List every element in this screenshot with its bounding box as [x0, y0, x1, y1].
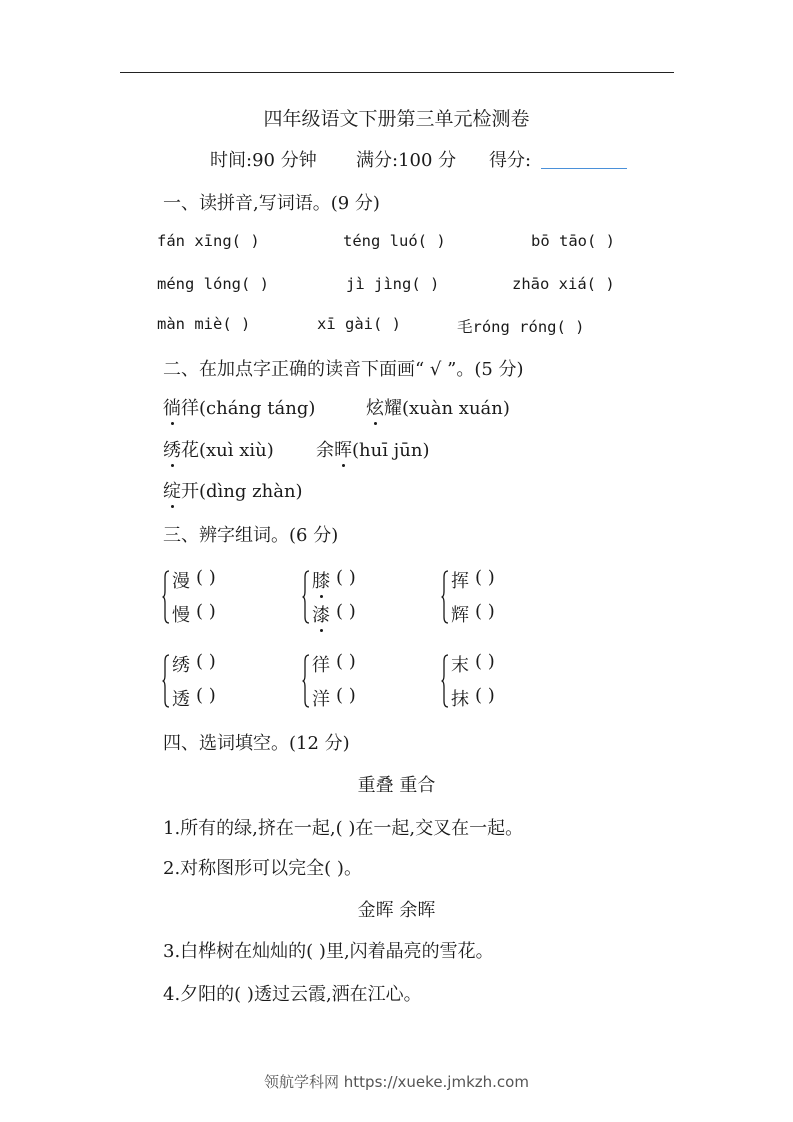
pair-char: 徉: [312, 655, 330, 676]
pair-char: 辉: [451, 605, 469, 626]
word-rest: 徉(cháng táng): [181, 398, 316, 419]
pair-blank: ( ): [475, 685, 495, 706]
brace-icon: [441, 654, 448, 708]
pair-blank: ( ): [336, 601, 356, 622]
dotted-char: 漆: [312, 601, 330, 627]
word-choices: 重叠 重合: [357, 775, 436, 796]
pinyin-item: màn miè( ): [157, 315, 251, 333]
word-rest: (huī jūn): [352, 440, 430, 461]
dotted-char: 绣: [163, 436, 181, 462]
section3-heading: 三、辨字组词。(6 分): [163, 525, 339, 546]
pair-blank: ( ): [196, 685, 216, 706]
score-label: 得分:: [489, 150, 532, 171]
question-1: 1.所有的绿,挤在一起,( )在一起,交叉在一起。: [163, 818, 524, 839]
brace-icon: [302, 654, 309, 708]
pair-char: [312, 601, 330, 627]
pair-blank: ( ): [196, 651, 216, 672]
pair-blank: ( ): [196, 567, 216, 588]
pair-blank: ( ): [475, 567, 495, 588]
question-4: 4.夕阳的( )透过云霞,洒在江心。: [163, 984, 422, 1005]
pair-char: 透: [172, 689, 190, 710]
dotted-word: [316, 436, 429, 462]
pinyin-item: jì jìng( ): [346, 275, 440, 293]
dotted-word: [163, 477, 303, 503]
pair-char: 漫: [172, 571, 190, 592]
question-2: 2.对称图形可以完全( )。: [163, 858, 362, 879]
pinyin-item: téng luó( ): [343, 232, 446, 250]
pinyin-item: méng lóng( ): [157, 275, 269, 293]
dotted-char: 绽: [163, 477, 181, 503]
dotted-word: [163, 394, 315, 420]
pair-blank: ( ): [475, 601, 495, 622]
top-rule: [120, 72, 674, 73]
pair-char: 慢: [172, 605, 190, 626]
pinyin-item: xī gài( ): [317, 315, 401, 333]
pair-char: 末: [451, 655, 469, 676]
page-title: 四年级语文下册第三单元检测卷: [263, 108, 530, 130]
dotted-char: 膝: [312, 567, 330, 593]
pinyin-item: bō tāo( ): [531, 232, 615, 250]
dotted-word: [366, 394, 510, 420]
pair-char: 绣: [172, 655, 190, 676]
dotted-word: [163, 436, 274, 462]
full-score-info: 满分:100 分: [356, 150, 457, 171]
dotted-char: 炫: [366, 394, 384, 420]
brace-icon: [302, 570, 309, 624]
question-3: 3.白桦树在灿灿的( )里,闪着晶亮的雪花。: [163, 941, 494, 962]
time-info: 时间:90 分钟: [210, 150, 317, 171]
pair-char: [312, 567, 330, 593]
word-rest: 耀(xuàn xuán): [384, 398, 510, 419]
pinyin-item: 毛róng róng( ): [457, 318, 585, 336]
pair-char: 挥: [451, 571, 469, 592]
score-blank[interactable]: [541, 168, 627, 169]
brace-icon: [162, 654, 169, 708]
pair-blank: ( ): [196, 601, 216, 622]
pinyin-item: zhāo xiá( ): [512, 275, 615, 293]
word-rest: 花(xuì xiù): [181, 440, 274, 461]
brace-icon: [441, 570, 448, 624]
pair-char: 洋: [312, 689, 330, 710]
word-choices: 金晖 余晖: [357, 900, 436, 921]
section1-heading: 一、读拼音,写词语。(9 分): [163, 193, 380, 214]
brace-icon: [162, 570, 169, 624]
section2-heading: 二、在加点字正确的读音下面画“ √ ”。(5 分): [163, 359, 524, 380]
dotted-char: 徜: [163, 394, 181, 420]
pinyin-item: fán xīng( ): [157, 232, 260, 250]
word-rest: 开(dìng zhàn): [181, 481, 303, 502]
pair-blank: ( ): [336, 651, 356, 672]
dotted-char: 晖: [334, 436, 352, 462]
word-pre: 余: [316, 440, 334, 461]
pair-blank: ( ): [336, 567, 356, 588]
section4-heading: 四、选词填空。(12 分): [163, 733, 350, 754]
pair-blank: ( ): [475, 651, 495, 672]
pair-blank: ( ): [336, 685, 356, 706]
footer-watermark: 领航学科网 https://xueke.jmkzh.com: [264, 1073, 529, 1091]
pair-char: 抹: [451, 689, 469, 710]
